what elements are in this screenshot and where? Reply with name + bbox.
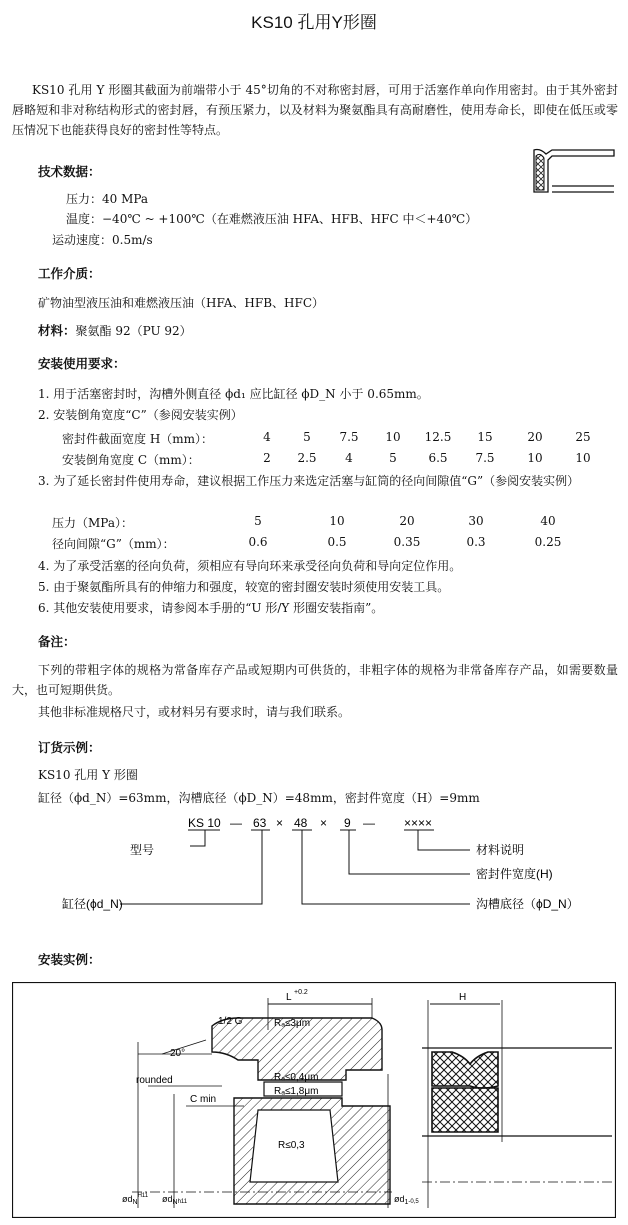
table-cell: 15 <box>477 430 493 444</box>
table1-row2-label: 安装倒角宽度 C（mm）： <box>62 453 200 467</box>
table-cell: 10 <box>385 430 401 444</box>
label-dDN-h11: $ød_Nh11$ <box>162 1194 188 1206</box>
label-Ra-1: Rₐ≤3μm <box>274 1018 311 1029</box>
table-cell: 7.5 <box>339 430 359 444</box>
label-R: R≤0,3 <box>278 1140 305 1151</box>
order-line-1: KS10 孔用 Y 形圈 <box>38 768 138 782</box>
medium-text: 矿物油型液压油和难燃液压油（HFA、HFB、HFC） <box>38 296 324 310</box>
code-material: ×××× <box>404 816 433 830</box>
dim-L-tol: +0.2 <box>294 989 308 996</box>
notes-heading: 备注： <box>38 634 76 649</box>
label-material: 材料说明 <box>476 843 525 857</box>
table-cell: 7.5 <box>475 451 495 465</box>
page-title: KS10 孔用Y形圈 <box>251 13 377 32</box>
tech-pressure: 压力：40 MPa <box>66 192 149 206</box>
dim-H: H <box>459 992 467 1003</box>
table-cell: 6.5 <box>428 451 448 465</box>
table2-row2-label: 径向间隙“G”（mm）： <box>52 537 175 551</box>
code-times-2: × <box>320 816 328 830</box>
code-dash-2: — <box>363 816 375 830</box>
notes-text-2: 其他非标准规格尺寸，或材料另有要求时，请与我们联系。 <box>38 705 351 719</box>
table2-row2 <box>52 535 588 552</box>
intro-paragraph: KS10 孔用 Y 形圈其截面为前端带小于 45°切角的不对称密封唇，可用于活塞作单向作用密封。由于其外密封唇略短和非对称结构形式的密封唇，有预压紧力，以及材料为聚氨酯具有高耐磨性，使用寿命长，即使在低压或零压情况下也能获得良好的密封性等特点。 <box>12 83 618 137</box>
table2-row1-label: 压力（MPa）： <box>52 516 133 530</box>
table-cell: 20 <box>527 430 543 444</box>
installation-drawing <box>12 982 616 1218</box>
dim-L: L <box>286 992 292 1003</box>
table1-row1-label: 密封件截面宽度 H（mm）： <box>62 432 214 446</box>
order-heading: 订货示例： <box>38 740 101 755</box>
install-item-4: 4. 为了承受活塞的径向负荷，须相应有导向环来承受径向负荷和导向定位作用。 <box>38 559 462 573</box>
order-code-diagram <box>0 812 628 922</box>
label-angle: 20° <box>170 1048 186 1059</box>
material-label: 材料： <box>38 323 76 338</box>
code-model: KS 10 <box>188 816 221 830</box>
table-cell: 30 <box>468 514 484 528</box>
table1-row2 <box>62 451 606 468</box>
table-cell: 5 <box>303 430 311 444</box>
tech-heading: 技术数据： <box>38 164 101 179</box>
install-item-3: 3. 为了延长密封件使用寿命，建议根据工作压力来选定活塞与缸筒的径向间隙值“G”（参阅安装实例） <box>38 474 580 488</box>
table-cell: 5 <box>254 514 262 528</box>
label-d1: $ød_1-0,5$ <box>394 1194 419 1206</box>
table1-row1 <box>62 430 606 447</box>
table-cell: 20 <box>399 514 415 528</box>
table2-row1 <box>52 514 588 531</box>
table-cell: 4 <box>263 430 271 444</box>
table-cell: 0.25 <box>534 535 562 549</box>
install-item-2: 2. 安装倒角宽度“C”（参阅安装实例） <box>38 408 243 422</box>
label-c-min: C min <box>190 1094 217 1105</box>
label-Ra-2: Rₐ≤0,4μm <box>274 1072 319 1083</box>
table-cell: 5 <box>389 451 397 465</box>
table-cell: 2.5 <box>297 451 317 465</box>
table-cell: 0.5 <box>327 535 347 549</box>
seal-profile-icon <box>526 146 618 198</box>
table-cell: 0.6 <box>248 535 268 549</box>
material-line <box>38 321 192 339</box>
tech-speed: 运动速度：0.5m/s <box>52 233 153 247</box>
label-rounded: rounded <box>136 1075 173 1086</box>
install-item-6: 6. 其他安装使用要求，请参阅本手册的“U 形/Y 形圈安装指南”。 <box>38 601 384 615</box>
label-Ra-3: Rₐ≤1,8μm <box>274 1086 319 1097</box>
medium-heading: 工作介质： <box>38 266 101 281</box>
table-cell: 0.35 <box>393 535 421 549</box>
label-model: 型号 <box>130 843 155 857</box>
install-item-5: 5. 由于聚氨酯所具有的伸缩力和强度，较宽的密封圈安装时须使用安装工具。 <box>38 580 450 594</box>
code-width: 9 <box>344 816 351 830</box>
label-groove: 沟槽底径（ϕD_N） <box>476 897 579 911</box>
install-heading: 安装使用要求： <box>38 356 126 371</box>
table-cell: 40 <box>540 514 556 528</box>
table-cell: 10 <box>329 514 345 528</box>
install-item-1: 1. 用于活塞密封时，沟槽外侧直径 ϕd₁ 应比缸径 ϕD_N 小于 0.65mm。 <box>38 387 429 401</box>
code-times-1: × <box>276 816 284 830</box>
table-cell: 25 <box>575 430 591 444</box>
material-value: 聚氨酯 92（PU 92） <box>75 324 192 338</box>
table-cell: 10 <box>575 451 591 465</box>
label-half-G: 1/2 G <box>218 1016 243 1027</box>
code-groove: 48 <box>294 816 308 830</box>
table-cell: 12.5 <box>424 430 452 444</box>
order-line-2: 缸径（ϕd_N）=63mm，沟槽底径（ϕD_N）=48mm，密封件宽度（H）=9mm <box>38 791 480 805</box>
notes-text-1: 下列的带粗字体的规格为常备库存产品或短期内可供货的，非粗字体的规格为非常备库存产品，如需要数量大，也可短期供货。 <box>12 663 618 697</box>
table-cell: 4 <box>345 451 353 465</box>
table-cell: 0.3 <box>466 535 486 549</box>
label-width: 密封件宽度(H) <box>476 867 553 881</box>
example-heading: 安装实例： <box>38 952 101 967</box>
code-dash-1: — <box>230 816 242 830</box>
code-bore: 63 <box>253 816 267 830</box>
tech-temperature: 温度：−40℃ ~ +100℃（在难燃液压油 HFA、HFB、HFC 中＜+40℃） <box>66 212 478 226</box>
label-bore: 缸径(ϕd_N) <box>62 897 123 911</box>
label-dDN: $ød_N^{H11}$ <box>122 1193 149 1206</box>
table-cell: 2 <box>263 451 271 465</box>
table-cell: 10 <box>527 451 543 465</box>
